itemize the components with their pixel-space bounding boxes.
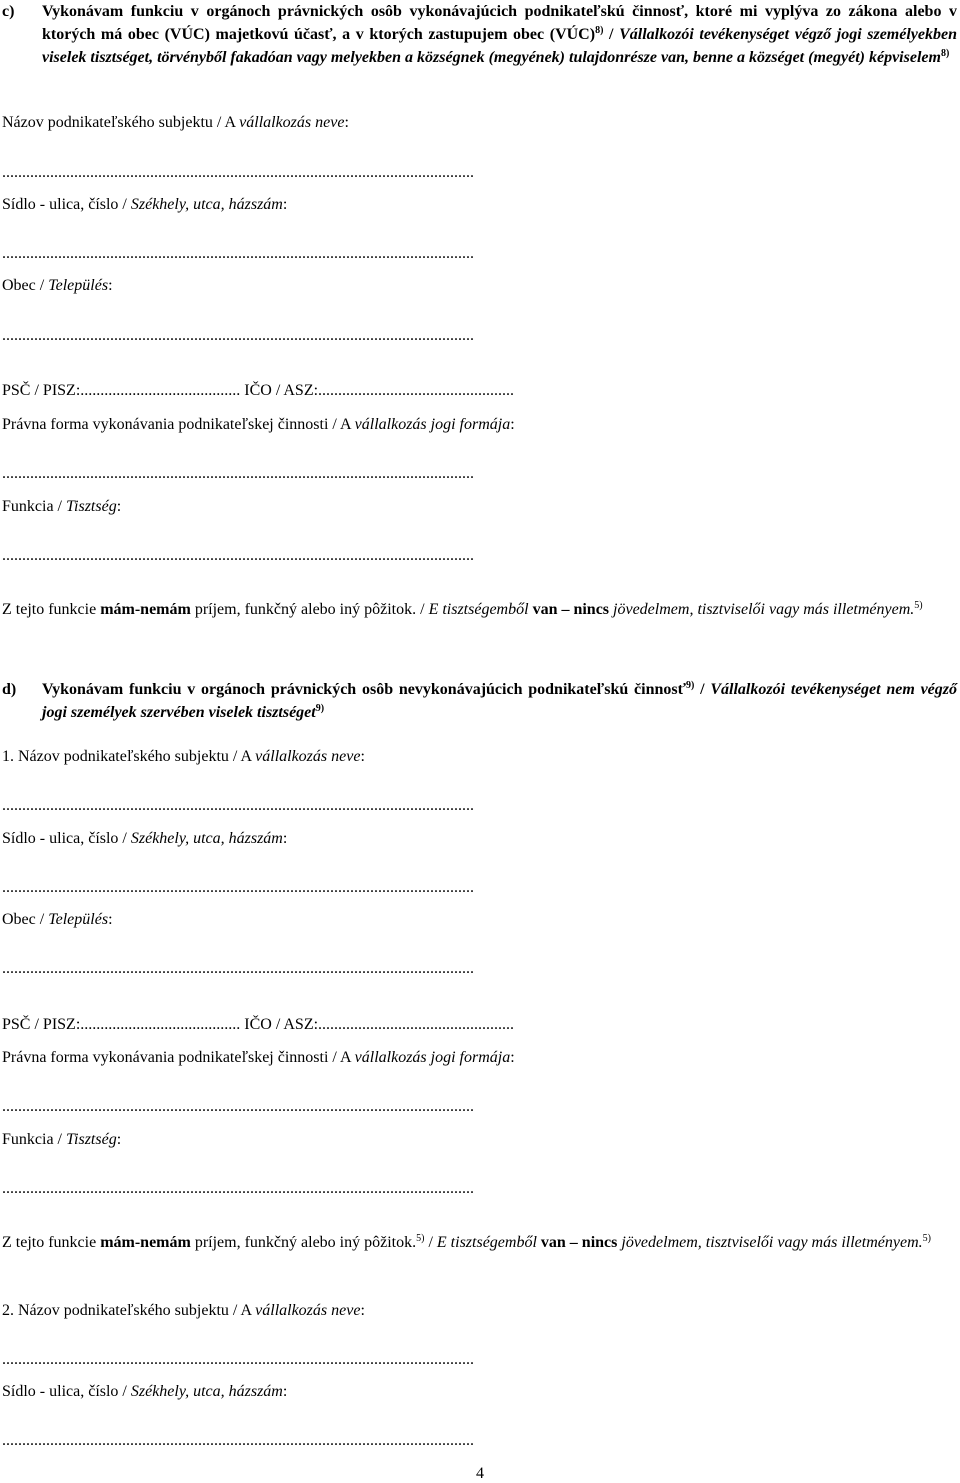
text-hu: E tisztségemből — [436, 1234, 537, 1251]
text-hu: jövedelmem, tisztviselői vagy más illetményem. — [613, 601, 915, 618]
income-statement — [2, 599, 957, 621]
section-c-heading — [2, 0, 957, 69]
label-hu: vállalkozás jogi formája — [354, 1049, 511, 1066]
item2-company-name-label — [2, 1301, 365, 1321]
label-hu: vállalkozás neve — [255, 1302, 361, 1319]
label-hu: vállalkozás neve — [239, 114, 345, 131]
colon: : — [344, 114, 349, 131]
town-field[interactable]: ...................................................................................................................... — [2, 327, 474, 344]
colon: : — [282, 196, 288, 213]
label-sk: Sídlo - ulica, číslo / — [2, 196, 131, 213]
text: príjem, funkčný alebo iný pôžitok. — [190, 1234, 417, 1251]
colon: : — [108, 911, 113, 928]
footnote-ref: 9) — [685, 680, 695, 691]
section-c-text — [42, 0, 957, 69]
legal-form-label — [2, 415, 515, 435]
colon: : — [360, 1302, 365, 1319]
label-hu: Székhely, utca, házszám — [130, 196, 283, 213]
label-sk: Funkcia / — [2, 498, 66, 515]
seat-label — [2, 195, 287, 215]
item1-legal-form-label — [2, 1048, 515, 1068]
footnote-ref: 5) — [416, 1233, 425, 1244]
label-hu: Település — [48, 911, 109, 928]
footnote-ref: 8) — [595, 25, 604, 36]
footnote-ref: 9) — [315, 703, 325, 714]
item2-seat-field[interactable]: ...................................................................................................................... — [2, 1432, 474, 1449]
section-d-marker: d) — [2, 681, 17, 698]
item1-income-statement — [2, 1232, 957, 1254]
text-hu: E tisztségemből — [428, 601, 529, 618]
text: Z tejto funkcie — [2, 1234, 101, 1251]
section-d-heading — [2, 678, 957, 724]
income-choice[interactable]: mám-nemám — [100, 1234, 191, 1251]
section-c-text-hu: Vállalkozói tevékenységet végző jogi személyekben viselek tisztséget, törvényből fakadóan vagy melyekben a községnek (megyének) tulajdonrésze van, benne a községet (megyét) képviselem — [42, 26, 958, 66]
label-sk: Názov podnikateľského subjektu / A — [18, 748, 256, 765]
label-sk: Obec / — [2, 911, 49, 928]
text-hu: jövedelmem, tisztviselői vagy más illetményem. — [621, 1234, 923, 1251]
separator: / — [603, 26, 620, 43]
label-hu: Tisztség — [66, 1131, 117, 1148]
item1-seat-field[interactable]: ...................................................................................................................... — [2, 879, 474, 896]
item1-postal-ico-field[interactable]: PSČ / PISZ:........................................ IČO / ASZ:................................................. — [2, 1016, 515, 1033]
label-hu: Település — [48, 277, 109, 294]
label-hu: vállalkozás neve — [255, 748, 361, 765]
colon: : — [510, 416, 515, 433]
label-sk: Názov podnikateľského subjektu / A — [18, 1302, 256, 1319]
town-label — [2, 276, 113, 296]
item1-legal-form-field[interactable]: ...................................................................................................................... — [2, 1098, 474, 1115]
function-label — [2, 497, 121, 517]
item2-company-name-field[interactable]: ...................................................................................................................... — [2, 1351, 474, 1368]
item-number: 2. — [2, 1302, 18, 1319]
item2-seat-label — [2, 1382, 287, 1402]
label-sk: Funkcia / — [2, 1131, 66, 1148]
text: príjem, funkčný alebo iný pôžitok. / — [190, 601, 429, 618]
income-choice[interactable]: mám-nemám — [100, 601, 191, 618]
colon: : — [116, 1131, 122, 1148]
separator: / — [694, 681, 711, 698]
postal-ico-field[interactable]: PSČ / PISZ:........................................ IČO / ASZ:................................................. — [2, 382, 515, 399]
company-name-field[interactable]: ...................................................................................................................... — [2, 164, 474, 181]
label-sk: Obec / — [2, 277, 49, 294]
company-name-label — [2, 113, 349, 133]
colon: : — [116, 498, 122, 515]
page-number: 4 — [476, 1465, 484, 1482]
separator: / — [424, 1234, 437, 1251]
section-c-text-sk: Vykonávam funkciu v orgánoch právnických osôb vykonávajúcich podnikateľskú činnosť, ktoré mi vyplýva zo zákona alebo v ktorých má obec (VÚC) majetkovú účasť, a v ktorých zastupujem obec (VÚC) — [42, 3, 957, 43]
colon: : — [282, 1383, 288, 1400]
footnote-ref: 5) — [922, 1233, 931, 1244]
item1-seat-label — [2, 829, 287, 849]
section-c-marker: c) — [2, 3, 15, 20]
item1-town-label — [2, 910, 113, 930]
section-d-text-sk: Vykonávam funkciu v orgánoch právnických osôb nevykonávajúcich podnikateľskú činnosť — [42, 681, 686, 698]
label-sk: Sídlo - ulica, číslo / — [2, 1383, 131, 1400]
text: Z tejto funkcie — [2, 601, 101, 618]
item1-function-field[interactable]: ...................................................................................................................... — [2, 1180, 474, 1197]
label-sk: Sídlo - ulica, číslo / — [2, 830, 131, 847]
item1-function-label — [2, 1130, 121, 1150]
section-d-text-hu: Vállalkozói tevékenységet nem végző jogi személyek szervében viselek tisztséget — [42, 681, 958, 721]
section-d-text — [42, 678, 957, 724]
footnote-ref: 8) — [940, 48, 950, 59]
item1-company-name-label — [2, 747, 365, 767]
colon: : — [360, 748, 365, 765]
legal-form-field[interactable]: ...................................................................................................................... — [2, 465, 474, 482]
income-choice-hu[interactable]: van – nincs — [528, 601, 614, 618]
item-number: 1. — [2, 748, 18, 765]
label-sk: Právna forma vykonávania podnikateľskej činnosti / A — [2, 416, 355, 433]
label-hu: Székhely, utca, házszám — [130, 1383, 283, 1400]
income-choice-hu[interactable]: van – nincs — [536, 1234, 622, 1251]
label-hu: Székhely, utca, házszám — [130, 830, 283, 847]
colon: : — [108, 277, 113, 294]
function-field[interactable]: ...................................................................................................................... — [2, 547, 474, 564]
item1-town-field[interactable]: ...................................................................................................................... — [2, 960, 474, 977]
footnote-ref: 5) — [914, 600, 923, 611]
item1-company-name-field[interactable]: ...................................................................................................................... — [2, 797, 474, 814]
colon: : — [282, 830, 288, 847]
colon: : — [510, 1049, 515, 1066]
label-hu: vállalkozás jogi formája — [354, 416, 511, 433]
label-sk: Právna forma vykonávania podnikateľskej činnosti / A — [2, 1049, 355, 1066]
label-sk: Názov podnikateľského subjektu / A — [2, 114, 240, 131]
label-hu: Tisztség — [66, 498, 117, 515]
seat-field[interactable]: ...................................................................................................................... — [2, 245, 474, 262]
